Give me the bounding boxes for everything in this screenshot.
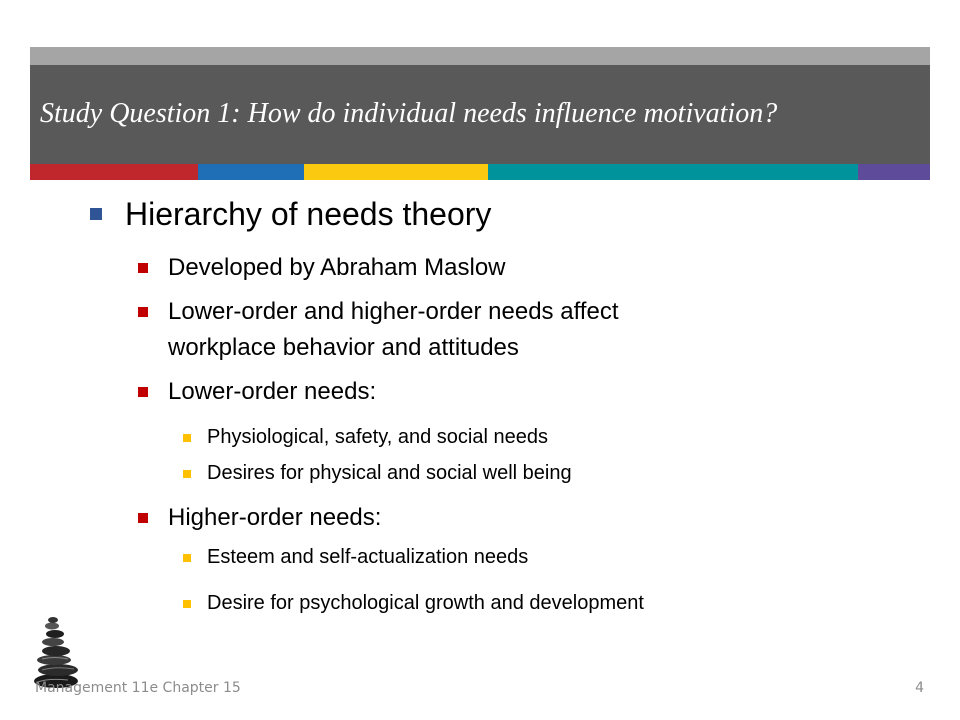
square-bullet-icon (138, 263, 148, 273)
header-top-strip (30, 47, 930, 65)
accent-segment-blue (198, 164, 304, 180)
stacked-stones-icon (28, 610, 88, 690)
accent-segment-purple (858, 164, 930, 180)
page-number: 4 (915, 680, 924, 696)
sub-bullet-text: Esteem and self-actualization needs (207, 546, 529, 568)
square-bullet-icon (183, 600, 191, 608)
square-bullet-icon (138, 387, 148, 397)
sub-bullet-text: Physiological, safety, and social needs (207, 426, 548, 448)
sub-bullet-text: Desires for physical and social well being (207, 462, 572, 484)
bullet-text: Lower-order and higher-order needs affect (168, 298, 619, 325)
square-bullet-icon (183, 470, 191, 478)
accent-segment-teal (488, 164, 858, 180)
bullet-text: Lower-order needs: (168, 378, 377, 405)
square-bullet-icon (90, 208, 102, 220)
bullet-text: Higher-order needs: (168, 504, 382, 531)
sub-bullet-text: Desire for psychological growth and development (207, 592, 644, 614)
bullet-text: Developed by Abraham Maslow (168, 254, 506, 281)
accent-color-bar (30, 164, 930, 180)
accent-segment-yellow (304, 164, 488, 180)
footer-label: Management 11e Chapter 15 (35, 680, 241, 696)
square-bullet-icon (138, 513, 148, 523)
bullet-text: Hierarchy of needs theory (125, 196, 492, 232)
square-bullet-icon (138, 307, 148, 317)
slide-title: Study Question 1: How do individual needs influence motivation? (40, 98, 778, 129)
square-bullet-icon (183, 554, 191, 562)
square-bullet-icon (183, 434, 191, 442)
bullet-text: workplace behavior and attitudes (168, 334, 519, 361)
accent-segment-red (30, 164, 198, 180)
